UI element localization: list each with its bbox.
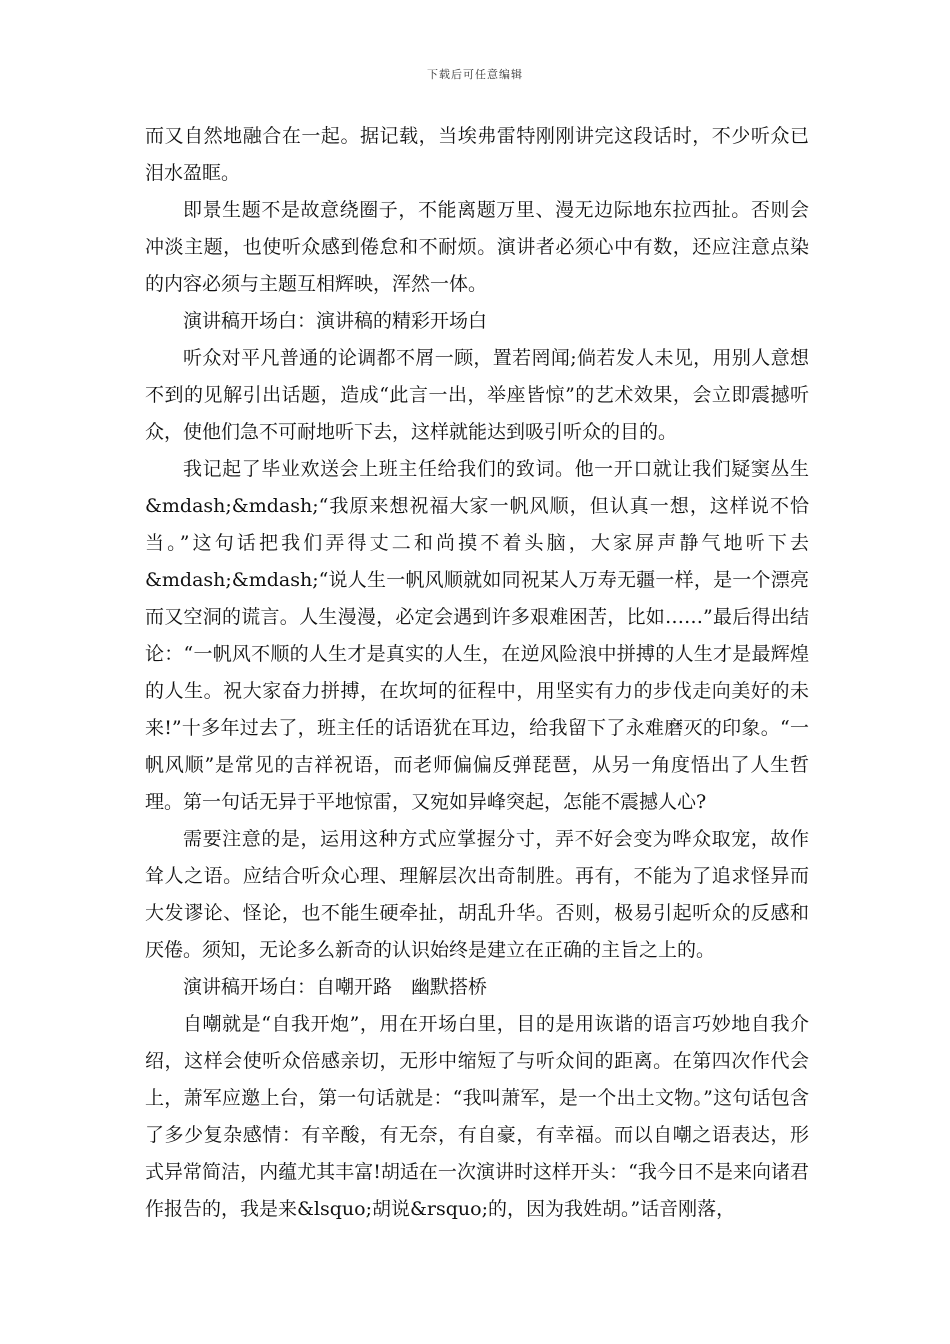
section-heading-1: 演讲稿开场白：演讲稿的精彩开场白 (183, 310, 488, 332)
document-body (145, 118, 809, 1228)
paragraph-4: 我记起了毕业欢送会上班主任给我们的致词。他一开口就让我们疑窦丛生&mdash;&mdash;“我原来想祝福大家一帆风顺，但认真一想，这样说不恰当。”这句话把我们弄得丈二和尚摸不着头脑，大家屏声静气地听下去&mdash;&mdash;“说人生一帆风顺就如同祝某人万寿无疆一样，是一个漂亮而又空洞的谎言。人生漫漫，必定会遇到许多艰难困苦，比如……”最后得出结论：“一帆风不顺的人生才是真实的人生，在逆风险浪中拼搏的人生才是最辉煌的人生。祝大家奋力拼搏，在坎坷的征程中，用坚实有力的步伐走向美好的未来!”十多年过去了，班主任的话语犹在耳边，给我留下了永难磨灭的印象。“一帆风顺”是常见的吉祥祝语，而老师偏偏反弹琵琶，从另一角度悟出了人生哲理。第一句话无异于平地惊雷，又宛如异峰突起，怎能不震撼人心? (145, 458, 809, 813)
paragraph-3: 听众对平凡普通的论调都不屑一顾，置若罔闻;倘若发人未见，用别人意想不到的见解引出话题，造成“此言一出，举座皆惊”的艺术效果，会立即震撼听众，使他们急不可耐地听下去，这样就能达到吸引听众的目的。 (145, 347, 809, 443)
paragraph-6: 自嘲就是“自我开炮”，用在开场白里，目的是用诙谐的语言巧妙地自我介绍，这样会使听众倍感亲切，无形中缩短了与听众间的距离。在第四次作代会上，萧军应邀上台，第一句话就是：“我叫萧军，是一个出土文物。”这句话包含了多少复杂感情：有辛酸，有无奈，有自豪，有幸福。而以自嘲之语表达，形式异常简洁，内蕴尤其丰富!胡适在一次演讲时这样开头：“我今日不是来向诸君作报告的，我是来&lsquo;胡说&rsquo;的，因为我姓胡。”话音刚落， (145, 1013, 809, 1220)
paragraph-2: 即景生题不是故意绕圈子，不能离题万里、漫无边际地东拉西扯。否则会冲淡主题，也使听众感到倦怠和不耐烦。演讲者必须心中有数，还应注意点染的内容必须与主题互相辉映，浑然一体。 (145, 199, 809, 295)
page-header: 下载后可任意编辑 (427, 68, 523, 81)
section-heading-2: 演讲稿开场白：自嘲开路 幽默搭桥 (183, 976, 488, 998)
paragraph-5: 需要注意的是，运用这种方式应掌握分寸，弄不好会变为哗众取宠，故作耸人之语。应结合听众心理、理解层次出奇制胜。再有，不能为了追求怪异而大发谬论、怪论，也不能生硬牵扯，胡乱升华。否则，极易引起听众的反感和厌倦。须知，无论多么新奇的认识始终是建立在正确的主旨之上的。 (145, 828, 809, 961)
paragraph-1: 而又自然地融合在一起。据记载，当埃弗雷特刚刚讲完这段话时，不少听众已泪水盈眶。 (145, 125, 809, 184)
